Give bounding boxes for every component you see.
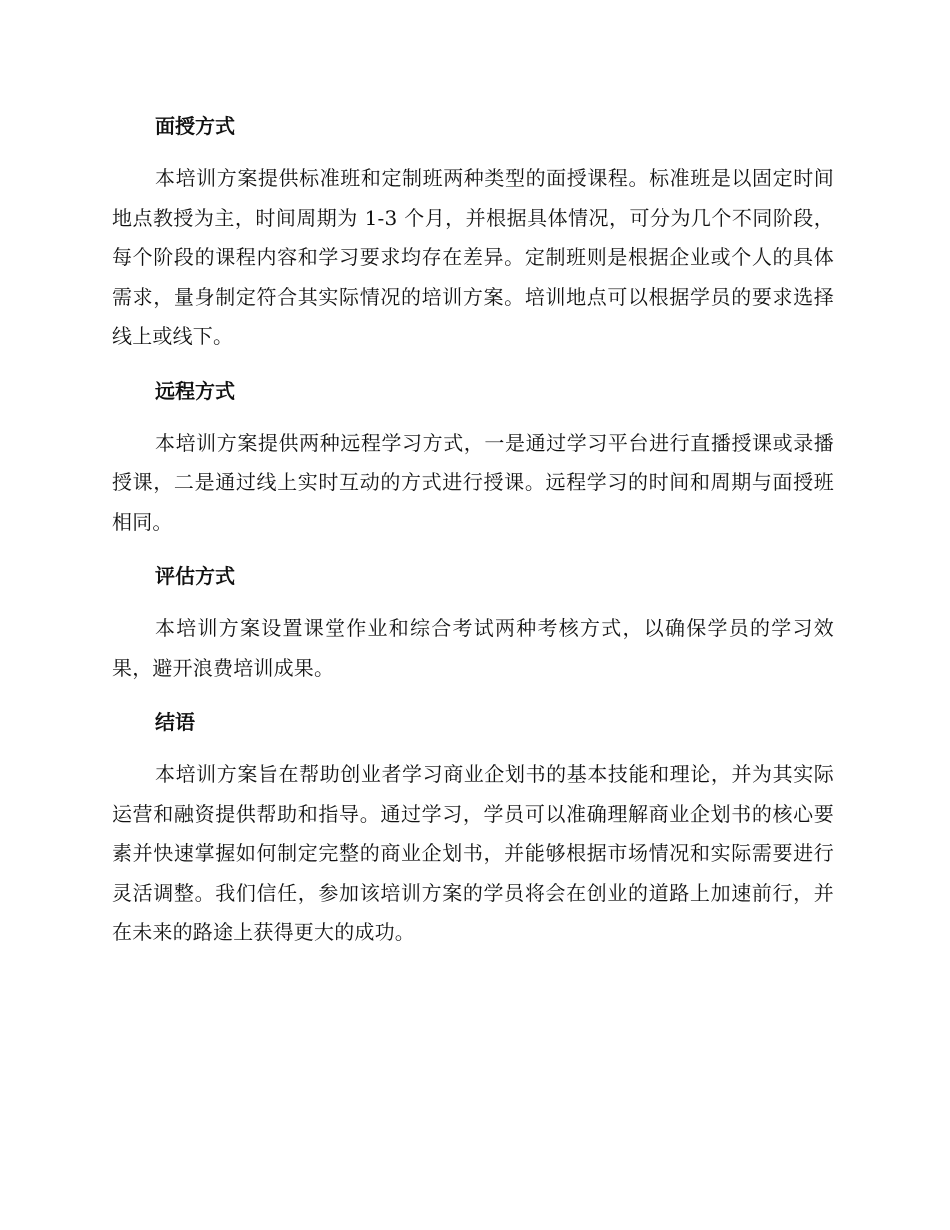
section-body-conclusion: 本培训方案旨在帮助创业者学习商业企划书的基本技能和理论，并为其实际运营和融资提供帮助和指导。通过学习，学员可以准确理解商业企划书的核心要素并快速掌握如何制定完整的商业企划书，并能够根据市场情况和实际需要进行灵活调整。我们信任，参加该培训方案的学员将会在创业的道路上加速前行，并在未来的路途上获得更大的成功。 [112, 762, 834, 944]
section-heading-conclusion: 结语 [155, 710, 195, 734]
section-heading-remote: 远程方式 [155, 378, 235, 403]
document-content [112, 106, 834, 967]
section-heading-assessment: 评估方式 [155, 564, 235, 588]
section-body-face-to-face: 本培训方案提供标准班和定制班两种类型的面授课程。标准班是以固定时间地点教授为主，时间周期为 1-3 个月，并根据具体情况，可分为几个不同阶段，每个阶段的课程内容和学习要求均存在差异。定制班则是根据企业或个人的具体需求，量身制定符合其实际情况的培训方案。培训地点可以根据学员的要求选择线上或线下。 [112, 166, 834, 348]
section-body-assessment: 本培训方案设置课堂作业和综合考试两种考核方式，以确保学员的学习效果，避开浪费培训成果。 [112, 616, 834, 680]
section-body-remote: 本培训方案提供两种远程学习方式，一是通过学习平台进行直播授课或录播授课，二是通过线上实时互动的方式进行授课。远程学习的时间和周期与面授班相同。 [112, 430, 834, 534]
section-heading-face-to-face: 面授方式 [155, 114, 235, 138]
